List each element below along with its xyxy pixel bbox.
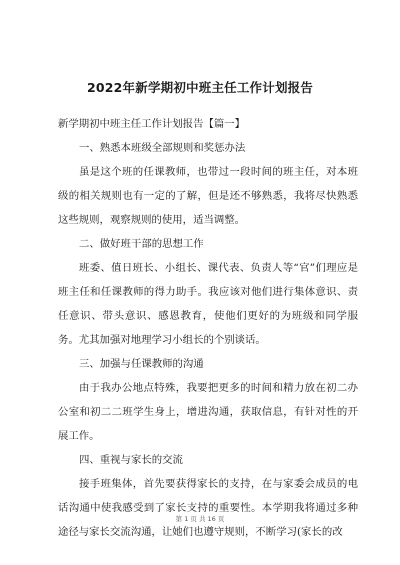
section-paragraph-1: 虽是这个班的任课教师，也带过一段时间的班主任，对本班级的相关规则也有一定的了解，但是还不够熟悉，我将尽快熟悉这些规则，观察规则的使用，适当调整。	[58, 166, 358, 226]
intro-line: 新学期初中班主任工作计划报告【篇一】	[58, 118, 246, 130]
page-title: 2022年新学期初中班主任工作计划报告	[86, 80, 314, 95]
section-heading-1: 一、熟悉本班级全部规则和奖惩办法	[79, 142, 246, 154]
section-paragraph-2: 班委、值日班长、小组长、课代表、负责人等“官”们理应是班主任和任课教师的得力助手。我应该对他们进行集体意识、责任意识、带头意识、感恩教育，使他们更好的为班级和同学服务。尤其加强对地理学习小组长的个别谈话。	[58, 262, 358, 346]
document-body	[58, 112, 358, 544]
section-heading-4: 四、重视与家长的交流	[79, 454, 183, 466]
section-paragraph-3: 由于我办公地点特殊，我要把更多的时间和精力放在初二办公室和初二二班学生身上，增进沟通，获取信息，有针对性的开展工作。	[58, 382, 358, 442]
page-footer: 第 1 页 共 16 页	[175, 515, 225, 523]
section-heading-2: 二、做好班干部的思想工作	[79, 238, 204, 250]
section-paragraph-4: 接手班集体，首先要获得家长的支持，在与家委会成员的电话沟通中使我感受到了家长支持的重要性。本学期我将通过多种途径与家长交流沟通，让她们也遵守规则，不断学习(家长的改	[58, 478, 358, 538]
section-heading-3: 三、加强与任课教师的沟通	[79, 358, 204, 370]
